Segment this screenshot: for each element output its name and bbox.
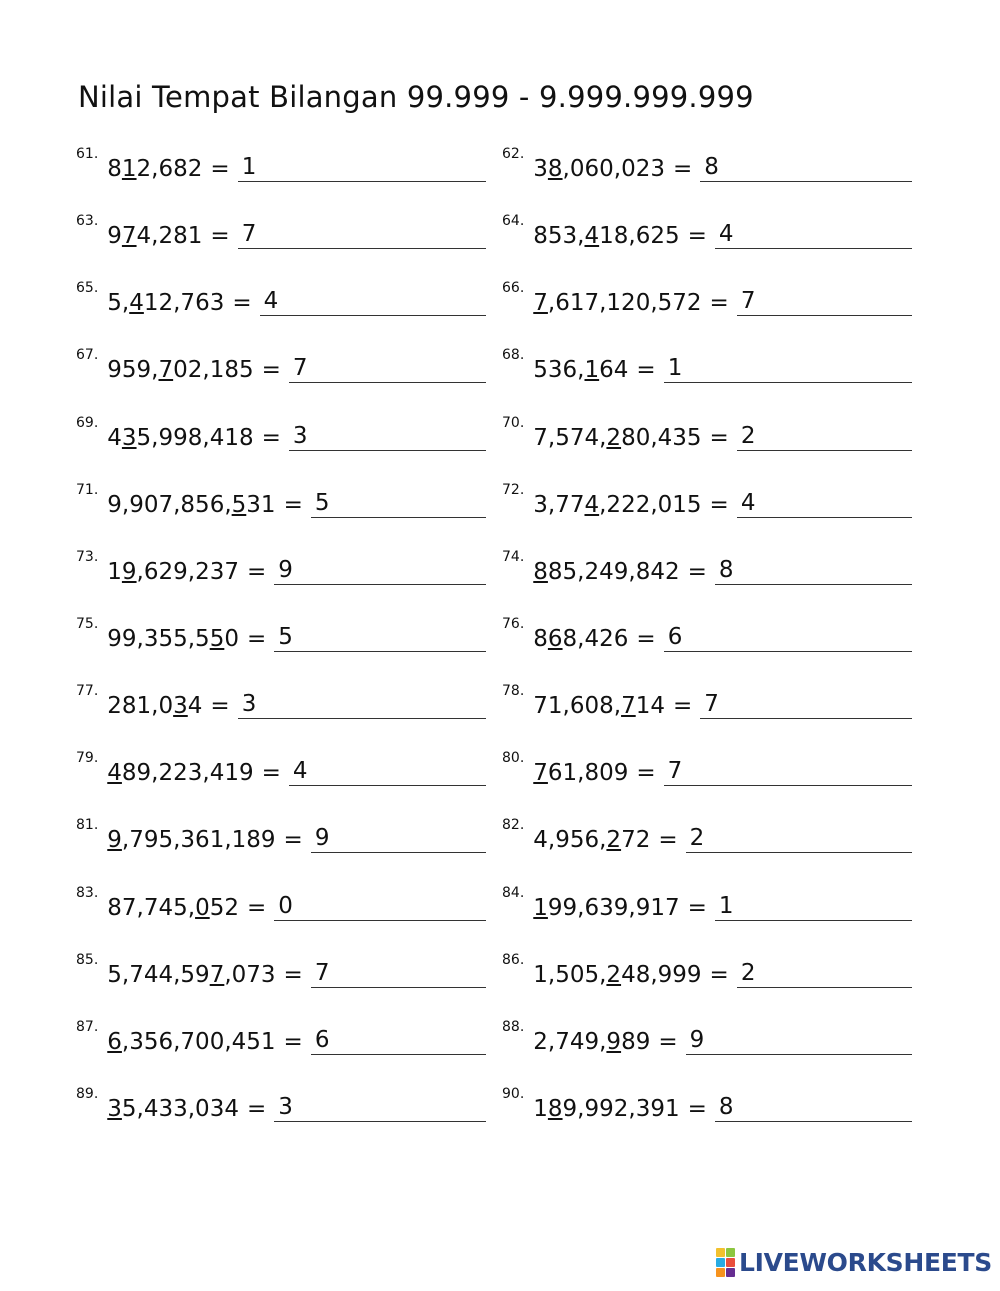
equals-sign: = bbox=[210, 223, 230, 250]
digits-before: 71,608, bbox=[533, 693, 622, 720]
logo-block bbox=[716, 1268, 725, 1277]
answer-field[interactable]: 4 bbox=[260, 288, 486, 316]
problem-item bbox=[76, 1019, 486, 1055]
problem-number-value bbox=[533, 1029, 650, 1055]
answer-field[interactable]: 2 bbox=[686, 825, 912, 853]
equals-sign: = bbox=[658, 1028, 678, 1055]
problem-item bbox=[502, 817, 912, 853]
problem-number: 76. bbox=[502, 615, 525, 632]
underlined-digit: 6 bbox=[547, 625, 563, 652]
logo-block bbox=[726, 1268, 735, 1277]
answer-field[interactable]: 3 bbox=[289, 423, 486, 451]
problem-item bbox=[502, 347, 912, 383]
equals-sign: = bbox=[283, 1028, 303, 1055]
digits-after: 89 bbox=[621, 1028, 651, 1055]
digits-before: 9 bbox=[107, 223, 122, 250]
underlined-digit: 6 bbox=[107, 1028, 122, 1055]
problem-item bbox=[502, 280, 912, 316]
liveworksheets-logo bbox=[716, 1248, 992, 1277]
problem-number: 70. bbox=[502, 414, 525, 431]
answer-field[interactable]: 0 bbox=[274, 893, 486, 921]
answer-field[interactable]: 7 bbox=[311, 960, 486, 988]
problem-number: 86. bbox=[502, 951, 525, 968]
problem-number: 84. bbox=[502, 884, 525, 901]
problem-number-value bbox=[533, 425, 701, 451]
problem-item bbox=[502, 683, 912, 719]
answer-field[interactable]: 7 bbox=[700, 691, 912, 719]
answer-field[interactable]: 7 bbox=[289, 355, 486, 383]
answer-field[interactable]: 9 bbox=[311, 825, 486, 853]
problem-number: 71. bbox=[76, 481, 99, 498]
problem-item bbox=[76, 885, 486, 921]
equals-sign: = bbox=[672, 156, 693, 182]
problem-number-value bbox=[533, 962, 701, 988]
problem-grid bbox=[76, 146, 912, 1153]
underlined-digit: 9 bbox=[606, 1028, 622, 1055]
problem-item bbox=[502, 1019, 912, 1055]
underlined-digit: 5 bbox=[209, 625, 225, 652]
problem-number: 62. bbox=[502, 146, 525, 162]
problem-number: 69. bbox=[76, 414, 99, 431]
answer-field[interactable]: 8 bbox=[700, 154, 912, 182]
problem-number: 72. bbox=[502, 481, 525, 498]
logo-block bbox=[726, 1248, 735, 1257]
underlined-digit: 0 bbox=[195, 894, 210, 921]
problem-number-value bbox=[107, 492, 275, 518]
digits-after: ,073 bbox=[224, 961, 276, 988]
digits-before: 8 bbox=[107, 156, 122, 182]
underlined-digit: 4 bbox=[129, 290, 144, 317]
underlined-digit: 7 bbox=[621, 693, 636, 720]
underlined-digit: 2 bbox=[606, 961, 622, 988]
underlined-digit: 7 bbox=[158, 357, 174, 384]
problem-item bbox=[76, 683, 486, 719]
underlined-digit: 4 bbox=[107, 760, 122, 787]
underlined-digit: 7 bbox=[209, 961, 225, 988]
problem-number-value bbox=[107, 223, 202, 249]
worksheet-title: Nilai Tempat Bilangan 99.999 - 9.999.999.999 bbox=[78, 80, 754, 114]
digits-before: 3,77 bbox=[533, 491, 585, 518]
digits-after: 89,223,419 bbox=[121, 760, 254, 787]
problem-item bbox=[502, 549, 912, 585]
problem-number: 65. bbox=[76, 280, 99, 297]
answer-field[interactable]: 3 bbox=[274, 1094, 486, 1122]
problem-number-value bbox=[107, 962, 275, 988]
digits-before: 4 bbox=[107, 424, 122, 451]
underlined-digit: 8 bbox=[547, 1095, 563, 1122]
underlined-digit: 4 bbox=[584, 223, 600, 250]
underlined-digit: 8 bbox=[533, 558, 548, 585]
equals-sign: = bbox=[709, 290, 729, 317]
answer-field[interactable]: 5 bbox=[274, 624, 486, 652]
equals-sign: = bbox=[261, 424, 281, 451]
underlined-digit: 2 bbox=[606, 827, 622, 854]
answer-field[interactable]: 5 bbox=[311, 490, 486, 518]
problem-number-value bbox=[107, 895, 239, 921]
problem-item bbox=[502, 415, 912, 451]
problem-number: 63. bbox=[76, 213, 99, 230]
problem-item bbox=[76, 1086, 486, 1122]
answer-field[interactable]: 4 bbox=[289, 758, 486, 786]
equals-sign: = bbox=[246, 558, 267, 585]
answer-field[interactable]: 1 bbox=[664, 355, 912, 383]
underlined-digit: 7 bbox=[533, 290, 548, 317]
digits-before: 9,907,856, bbox=[107, 491, 232, 518]
problem-item bbox=[502, 213, 912, 249]
digits-before: 5, bbox=[107, 290, 130, 317]
problem-number: 75. bbox=[76, 615, 99, 632]
digits-after: 4 bbox=[187, 693, 203, 720]
underlined-digit: 1 bbox=[584, 357, 600, 384]
equals-sign: = bbox=[261, 760, 281, 787]
answer-field[interactable]: 7 bbox=[238, 221, 486, 249]
equals-sign: = bbox=[636, 357, 656, 384]
digits-before: 853, bbox=[533, 223, 585, 250]
answer-field[interactable]: 9 bbox=[274, 557, 486, 585]
problem-number: 78. bbox=[502, 683, 525, 700]
problem-item bbox=[76, 213, 486, 249]
equals-sign: = bbox=[687, 558, 707, 585]
problem-item bbox=[76, 952, 486, 988]
answer-field[interactable]: 9 bbox=[686, 1027, 912, 1055]
problem-item bbox=[502, 1086, 912, 1122]
digits-after: 31 bbox=[246, 491, 276, 518]
digits-after: 5,998,418 bbox=[136, 424, 254, 451]
equals-sign: = bbox=[283, 961, 303, 988]
problem-number: 73. bbox=[76, 548, 99, 565]
underlined-digit: 4 bbox=[584, 491, 600, 518]
answer-field[interactable]: 8 bbox=[715, 557, 912, 585]
equals-sign: = bbox=[709, 961, 729, 988]
problem-item bbox=[76, 616, 486, 652]
problem-number-value bbox=[533, 760, 628, 786]
problem-number: 82. bbox=[502, 817, 525, 834]
answer-field[interactable]: 4 bbox=[737, 490, 912, 518]
problem-item bbox=[502, 750, 912, 786]
digits-before: 1 bbox=[107, 558, 122, 585]
logo-text: LIVEWORKSHEETS bbox=[738, 1248, 992, 1277]
problem-number-value bbox=[533, 827, 650, 853]
underlined-digit: 1 bbox=[121, 156, 137, 182]
equals-sign: = bbox=[687, 223, 707, 250]
problem-number-value bbox=[107, 290, 224, 316]
problem-number: 68. bbox=[502, 347, 525, 364]
digits-after: 02,185 bbox=[173, 357, 254, 384]
problem-number-value bbox=[107, 1096, 239, 1122]
problem-number: 88. bbox=[502, 1018, 525, 1035]
digits-after: 85,249,842 bbox=[547, 558, 680, 585]
underlined-digit: 1 bbox=[533, 894, 548, 921]
problem-number: 90. bbox=[502, 1085, 525, 1102]
digits-after: 9,992,391 bbox=[562, 1095, 680, 1122]
equals-sign: = bbox=[672, 693, 693, 720]
answer-field[interactable]: 4 bbox=[715, 221, 912, 249]
digits-after: ,222,015 bbox=[599, 491, 702, 518]
equals-sign: = bbox=[246, 1095, 267, 1122]
digits-after: 99,639,917 bbox=[547, 894, 680, 921]
digits-after: 72 bbox=[621, 827, 651, 854]
equals-sign: = bbox=[687, 894, 707, 921]
equals-sign: = bbox=[283, 491, 303, 518]
digits-before: 8 bbox=[533, 625, 548, 652]
digits-after: 2,682 bbox=[136, 156, 203, 182]
problem-number-value bbox=[533, 693, 665, 719]
problem-item bbox=[76, 146, 486, 182]
problem-item bbox=[76, 280, 486, 316]
answer-field[interactable]: 1 bbox=[238, 154, 486, 182]
problem-number-value bbox=[533, 559, 679, 585]
equals-sign: = bbox=[636, 760, 656, 787]
problem-number: 89. bbox=[76, 1085, 99, 1102]
problem-number-value bbox=[533, 492, 701, 518]
problem-number-value bbox=[107, 559, 239, 585]
answer-field[interactable]: 6 bbox=[311, 1027, 486, 1055]
problem-number-value bbox=[533, 357, 628, 383]
problem-number: 81. bbox=[76, 817, 99, 834]
equals-sign: = bbox=[246, 894, 267, 921]
answer-field[interactable]: 2 bbox=[737, 423, 912, 451]
equals-sign: = bbox=[636, 625, 656, 652]
digits-after: ,617,120,572 bbox=[547, 290, 702, 317]
problem-number-value bbox=[533, 290, 701, 316]
equals-sign: = bbox=[709, 491, 729, 518]
problem-item bbox=[76, 817, 486, 853]
problem-number: 79. bbox=[76, 750, 99, 767]
problem-item bbox=[502, 885, 912, 921]
digits-after: ,356,700,451 bbox=[121, 1028, 276, 1055]
problem-number: 87. bbox=[76, 1018, 99, 1035]
answer-field[interactable]: 1 bbox=[715, 893, 912, 921]
logo-block bbox=[726, 1258, 735, 1267]
problem-number-value bbox=[533, 626, 628, 652]
underlined-digit: 5 bbox=[231, 491, 247, 518]
digits-after: 5,433,034 bbox=[121, 1095, 239, 1122]
digits-before: 7,574, bbox=[533, 424, 607, 451]
equals-sign: = bbox=[232, 290, 252, 317]
digits-after: 0 bbox=[224, 625, 239, 652]
problem-number-value bbox=[107, 827, 275, 853]
digits-after: 12,763 bbox=[143, 290, 225, 317]
problem-number-value bbox=[533, 223, 679, 249]
logo-block bbox=[716, 1258, 725, 1267]
digits-after: ,060,023 bbox=[562, 156, 665, 182]
digits-before: 959, bbox=[107, 357, 159, 384]
problem-item bbox=[76, 549, 486, 585]
digits-before: 1,505, bbox=[533, 961, 607, 988]
equals-sign: = bbox=[687, 1095, 707, 1122]
digits-after: ,629,237 bbox=[136, 558, 239, 585]
problem-item bbox=[76, 347, 486, 383]
equals-sign: = bbox=[658, 827, 678, 854]
digits-after: 52 bbox=[209, 894, 239, 921]
problem-number-value bbox=[107, 693, 202, 719]
problem-number: 64. bbox=[502, 213, 525, 230]
underlined-digit: 3 bbox=[121, 424, 137, 451]
equals-sign: = bbox=[210, 693, 230, 720]
underlined-digit: 7 bbox=[533, 760, 548, 787]
answer-field[interactable]: 2 bbox=[737, 960, 912, 988]
digits-after: ,795,361,189 bbox=[121, 827, 276, 854]
digits-before: 87,745, bbox=[107, 894, 196, 921]
digits-after: 80,435 bbox=[621, 424, 702, 451]
problem-number-value bbox=[533, 1096, 679, 1122]
problem-item bbox=[76, 415, 486, 451]
problem-number: 66. bbox=[502, 280, 525, 297]
problem-number-value bbox=[107, 425, 253, 451]
underlined-digit: 9 bbox=[121, 558, 137, 585]
problem-item bbox=[502, 952, 912, 988]
equals-sign: = bbox=[709, 424, 729, 451]
underlined-digit: 3 bbox=[107, 1095, 122, 1122]
problem-number: 85. bbox=[76, 951, 99, 968]
digits-before: 2,749, bbox=[533, 1028, 607, 1055]
underlined-digit: 7 bbox=[121, 223, 137, 250]
digits-after: 4,281 bbox=[136, 223, 203, 250]
answer-field[interactable]: 7 bbox=[664, 758, 912, 786]
problem-number-value bbox=[107, 760, 253, 786]
problem-number-value bbox=[533, 156, 665, 182]
logo-block bbox=[716, 1248, 725, 1257]
digits-after: 48,999 bbox=[621, 961, 702, 988]
digits-after: 64 bbox=[599, 357, 629, 384]
digits-after: 61,809 bbox=[547, 760, 629, 787]
equals-sign: = bbox=[261, 357, 281, 384]
answer-field[interactable]: 8 bbox=[715, 1094, 912, 1122]
problem-item bbox=[502, 146, 912, 182]
answer-field[interactable]: 7 bbox=[737, 288, 912, 316]
problem-item bbox=[76, 750, 486, 786]
digits-before: 3 bbox=[533, 156, 548, 182]
underlined-digit: 8 bbox=[547, 156, 563, 182]
digits-before: 5,744,59 bbox=[107, 961, 210, 988]
problem-number: 80. bbox=[502, 750, 525, 767]
problem-number: 77. bbox=[76, 683, 99, 700]
problem-number-value bbox=[107, 626, 239, 652]
digits-after: 8,426 bbox=[562, 625, 629, 652]
problem-number: 83. bbox=[76, 884, 99, 901]
problem-number-value bbox=[107, 357, 253, 383]
digits-after: 14 bbox=[635, 693, 665, 720]
equals-sign: = bbox=[210, 156, 230, 182]
problem-number-value bbox=[107, 156, 202, 182]
problem-number-value bbox=[107, 1029, 275, 1055]
underlined-digit: 9 bbox=[107, 827, 122, 854]
logo-blocks-icon bbox=[716, 1248, 735, 1277]
problem-item bbox=[502, 616, 912, 652]
digits-after: 18,625 bbox=[599, 223, 680, 250]
digits-before: 1 bbox=[533, 1095, 548, 1122]
equals-sign: = bbox=[246, 625, 267, 652]
digits-before: 99,355,5 bbox=[107, 625, 210, 652]
problem-number: 67. bbox=[76, 347, 99, 364]
underlined-digit: 2 bbox=[606, 424, 622, 451]
problem-number: 61. bbox=[76, 146, 99, 162]
problem-item bbox=[76, 482, 486, 518]
digits-before: 281,0 bbox=[107, 693, 174, 720]
problem-number: 74. bbox=[502, 548, 525, 565]
digits-before: 536, bbox=[533, 357, 585, 384]
problem-item bbox=[502, 482, 912, 518]
problem-number-value bbox=[533, 895, 679, 921]
answer-field[interactable]: 3 bbox=[238, 691, 486, 719]
digits-before: 4,956, bbox=[533, 827, 607, 854]
equals-sign: = bbox=[283, 827, 303, 854]
answer-field[interactable]: 6 bbox=[664, 624, 912, 652]
underlined-digit: 3 bbox=[173, 693, 188, 720]
